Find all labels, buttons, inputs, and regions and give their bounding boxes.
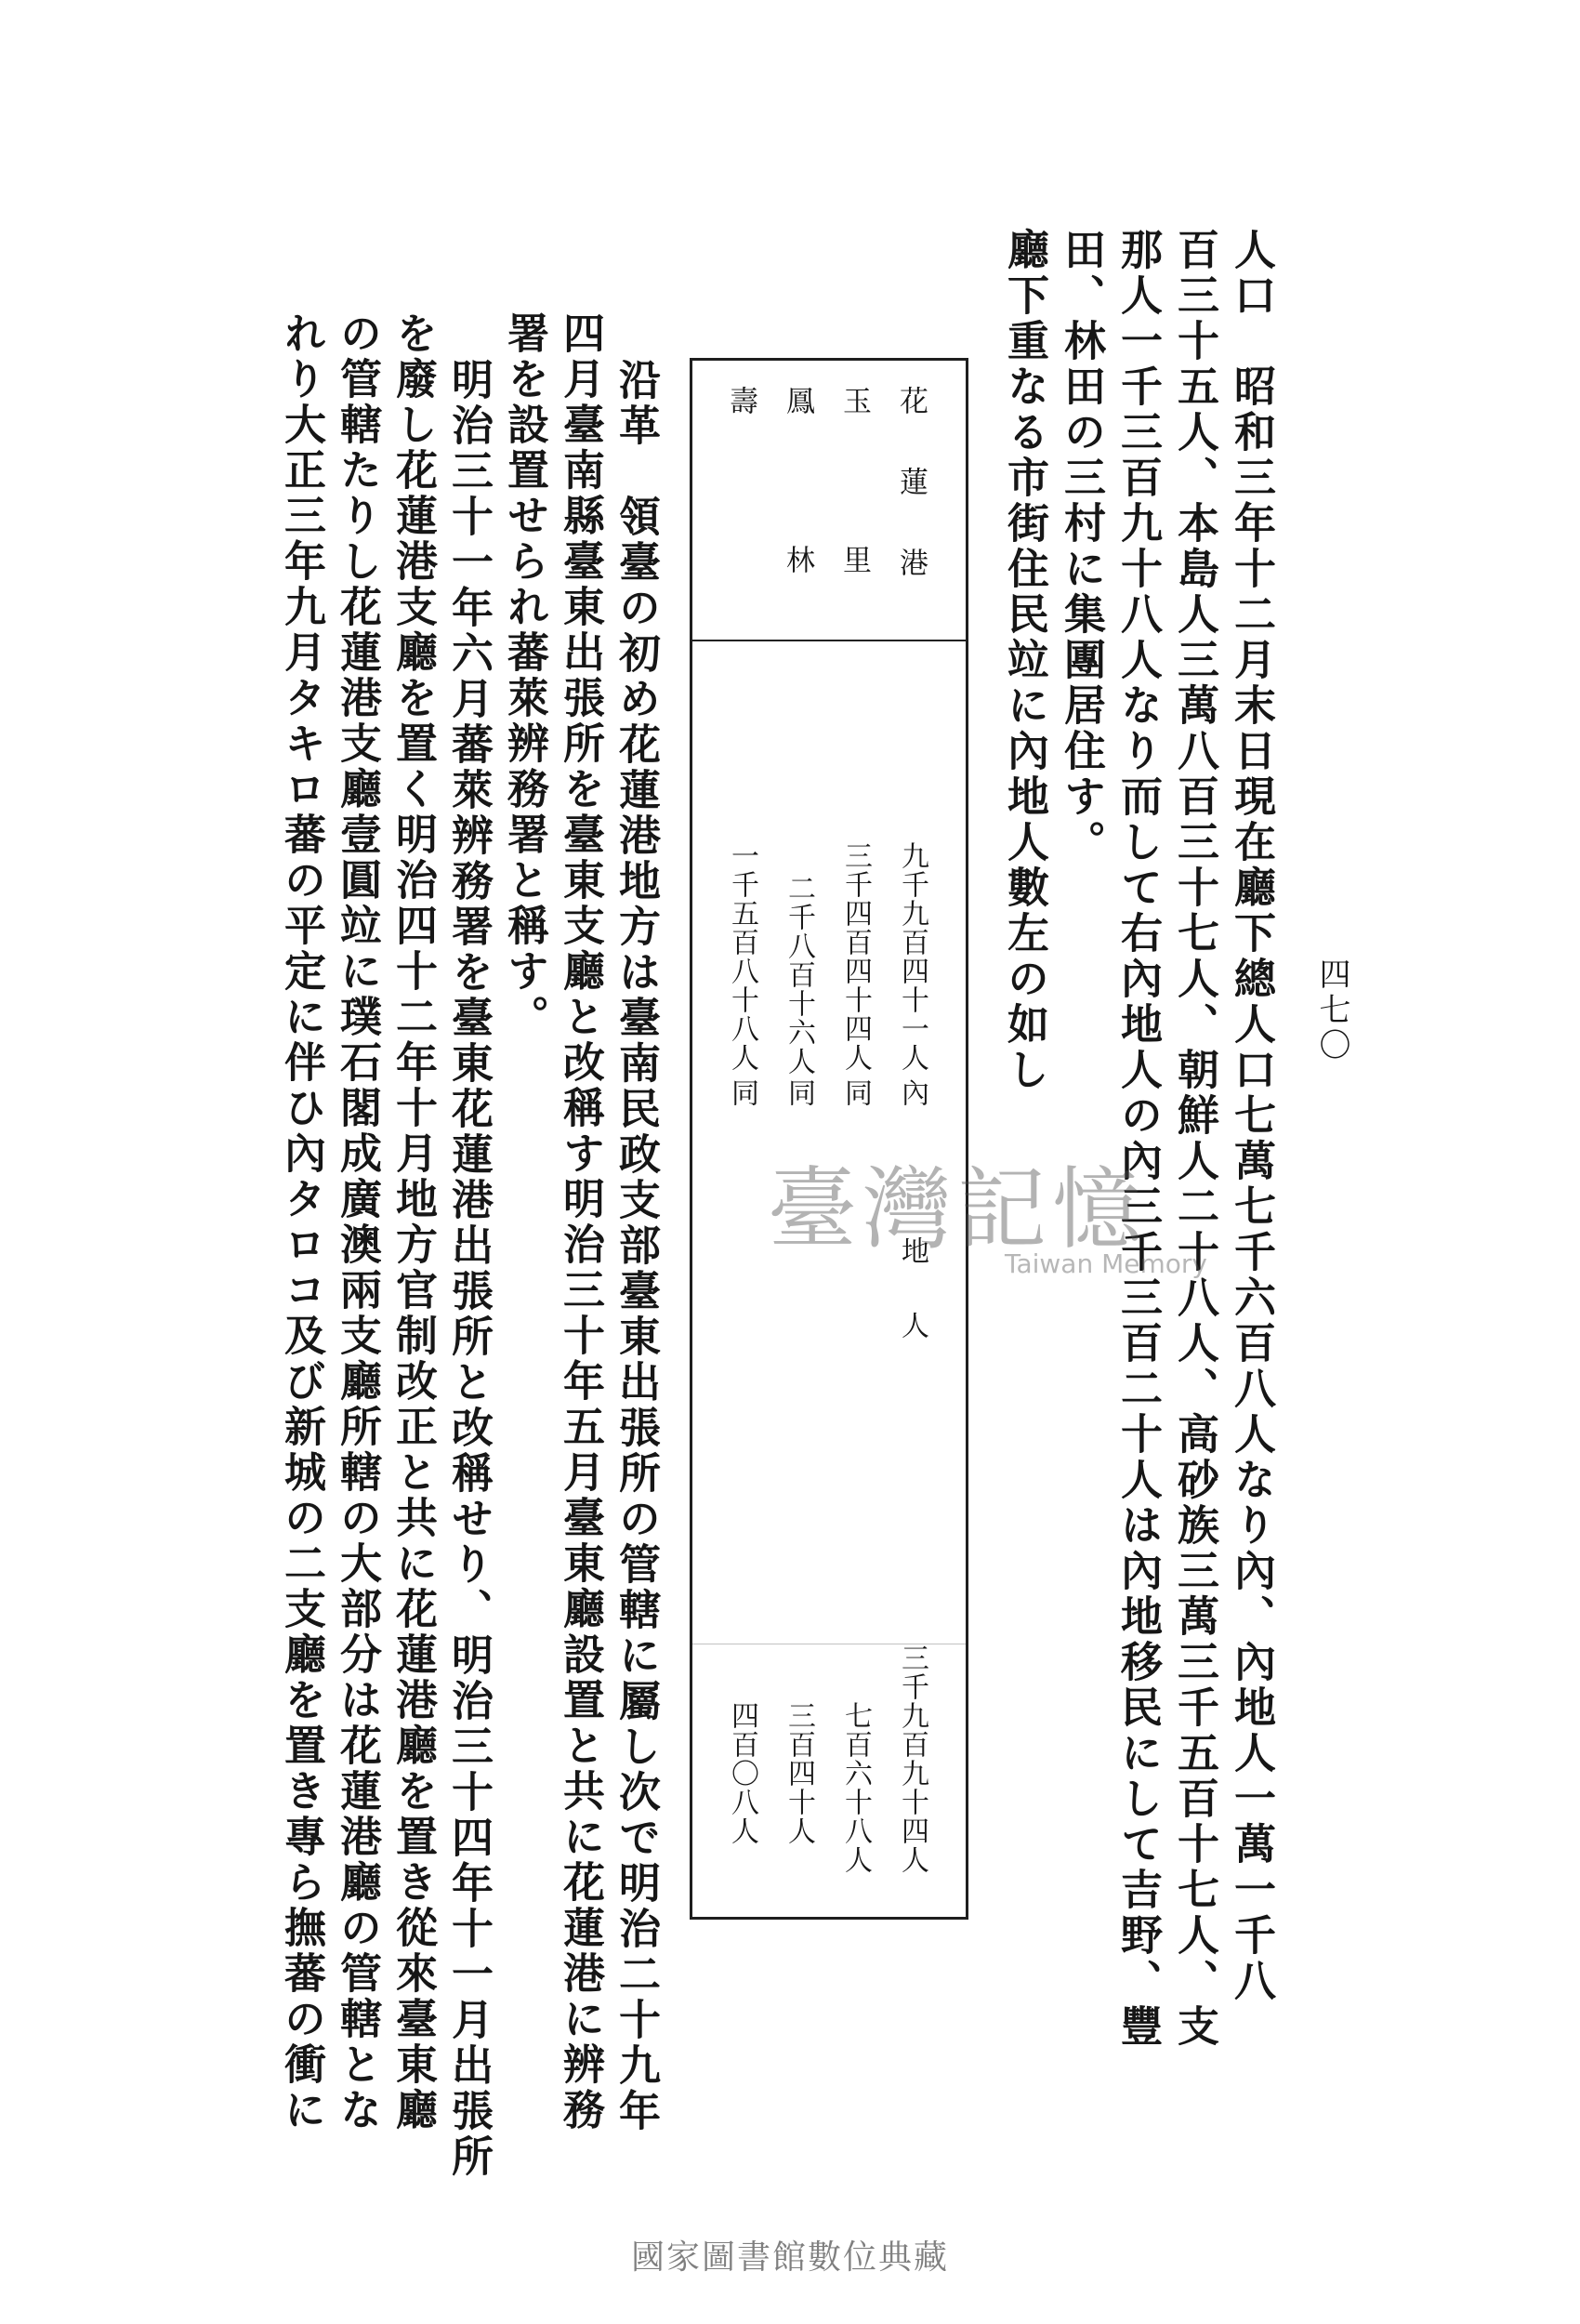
table-row-naichi-count: 三百四十人 (783, 1701, 815, 1845)
history-line-4: 明治三十一年六月蕃萊辨務署を臺東花蓮港出張所と改稱せり、明治三十四年十一月出張所 (444, 358, 494, 2180)
table-row-name: 鳳林 (781, 386, 814, 704)
population-line-2: 百三十五人、本島人三萬八百三十七人、朝鮮人二十八人、高砂族三萬三千五百十七人、支 (1170, 228, 1219, 2050)
population-line-5: 廳下重なる市街住民竝に內地人數左の如し (1000, 228, 1049, 1093)
table-row-ditto: 同 (726, 1078, 758, 1107)
table-row-count: 一千五百八十八人 (726, 841, 758, 1072)
table-row-ditto: 內 (896, 1078, 928, 1107)
page-number: 四七〇 (1313, 957, 1350, 1063)
table-row-count: 九千九百四十一人 (896, 841, 928, 1072)
table-row-count: 二千八百十六人 (783, 874, 815, 1076)
history-line-6: の管轄たりし花蓮港支廳壹圓竝に璞石閣成廣澳兩支廳所轄の大部分は花蓮港廳の管轄とな (333, 311, 382, 2133)
population-line-4: 田、林田の三村に集團居住す。 (1057, 228, 1106, 865)
table-row-ditto: 同 (783, 1078, 815, 1107)
history-line-5: を廢し花蓮港支廳を置く明治四十二年十月地方官制改正と共に花蓮港廳を置き從來臺東廳 (388, 311, 438, 2133)
watermark-logo-characters: 臺灣記憶 (768, 1157, 1147, 1261)
history-line-2: 四月臺南縣臺東出張所を臺東支廳と改稱す明治三十年五月臺東廳設置と共に花蓮港に辨務 (556, 311, 605, 2133)
history-line-7: れり大正三年九月タキロ蕃の平定に伴ひ內タロコ及び新城の二支廳を置き專ら撫蕃の衝に (277, 311, 326, 2133)
table-row-ditto: 同 (839, 1078, 872, 1107)
table-naichi-label: 地人 (896, 1236, 928, 1385)
table-row-naichi-count: 四百〇八人 (726, 1701, 758, 1845)
table-row-naichi-count: 七百六十八人 (839, 1701, 872, 1874)
population-line-3: 那人一千三百九十八人なり而して右內地人の內三千三百二十人は內地移民にして吉野、豐 (1113, 228, 1163, 2050)
population-line-1: 人口 昭和三年十二月末日現在廳下總人口七萬七千六百八人なり內、內地人一萬一千八 (1227, 228, 1276, 2004)
history-line-1: 沿革 領臺の初め花蓮港地方は臺南民政支部臺東出張所の管轄に屬し次で明治二十九年 (612, 358, 661, 2134)
table-row-name: 玉里 (837, 386, 871, 704)
table-row-naichi-count: 三千九百九十四人 (896, 1644, 928, 1874)
table-row-count: 三千四百四十四人 (839, 841, 872, 1072)
footer-collection-credit: 國家圖書館數位典藏 (630, 2238, 949, 2277)
history-line-3: 署を設置せられ蕃萊辨務署と稱す。 (500, 311, 549, 1040)
table-header-divider (692, 640, 966, 641)
table-row-name: 花蓮港 (894, 386, 928, 628)
table-row-name: 壽 (724, 386, 757, 415)
watermark-english-text: Taiwan Memory (1005, 1248, 1207, 1279)
